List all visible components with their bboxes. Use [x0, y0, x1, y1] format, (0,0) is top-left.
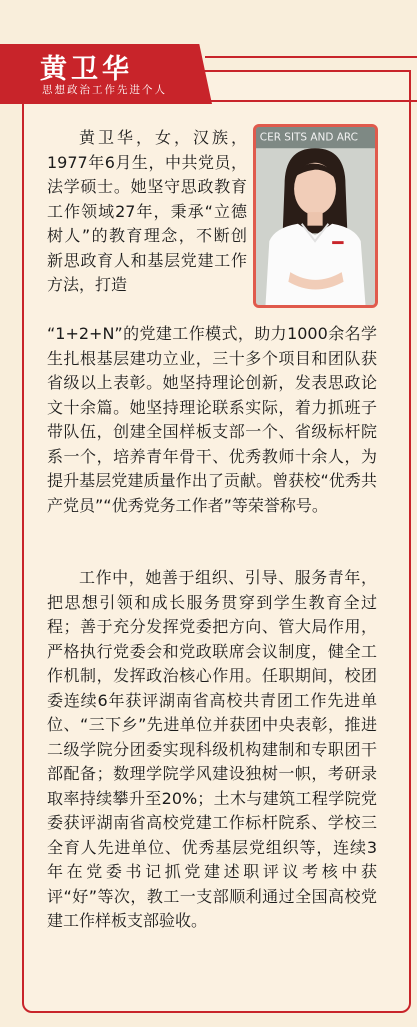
bio-paragraph-work: 工作中，她善于组织、引导、服务青年，把思想引领和成长服务贯穿到学生教育全过程；善于充分发挥党委把方向、管大局作用，严格执行党委会和党政联席会议制度，健全工作机制，发挥政治核心作用。任职期间，校团委连续6年获评湖南省高校共青团工作先进单位、“三下乡”先进单位并获团中央表彰，推进二级学院分团委实现科级机构建制和专职团干部配备；数理学院学风建设独树一帜，考研录取率持续攀升至20%；土木与建筑工程学院党委获评湖南省高校党建工作标杆院系、学校三全育人先进单位、优秀基层党组织等，连续3年在党委书记抓党建述职评议考核中获评“好”等次，教工一支部顺利通过全国高校党建工作样板支部验收。	[47, 568, 377, 930]
bio-paragraph-achievements: “1+2+N”的党建工作模式，助力1000余名学生扎根基层建功立业，三十多个项目和团队获省级以上表彰。她坚持理论创新，发表思政论文十余篇。她坚持理论联系实际，着力抓班子带队伍，创建全国样板支部一个、省级标杆院系一个，培养青年骨干、优秀教师十余人，为提升基层党建质量作出了贡献。曾获校“优秀共产党员”“优秀党务工作者”等荣誉称号。	[47, 324, 377, 515]
person-name: 黄卫华	[40, 54, 133, 85]
portrait-photo	[253, 124, 378, 308]
header-divider	[0, 100, 417, 102]
photo-sign-text: CER SITS AND ARC	[259, 131, 358, 144]
award-title: 思想政治工作先进个人	[42, 84, 167, 96]
bio-paragraph-intro: 黄卫华，女，汉族，1977年6月生，中共党员，法学硕士。她坚守思政教育工作领域27年，秉承“立德树人”的教育理念，不断创新思政育人和基层党建工作方法，打造	[47, 128, 247, 294]
header-accent-line	[205, 56, 417, 58]
portrait-illustration	[256, 127, 375, 305]
